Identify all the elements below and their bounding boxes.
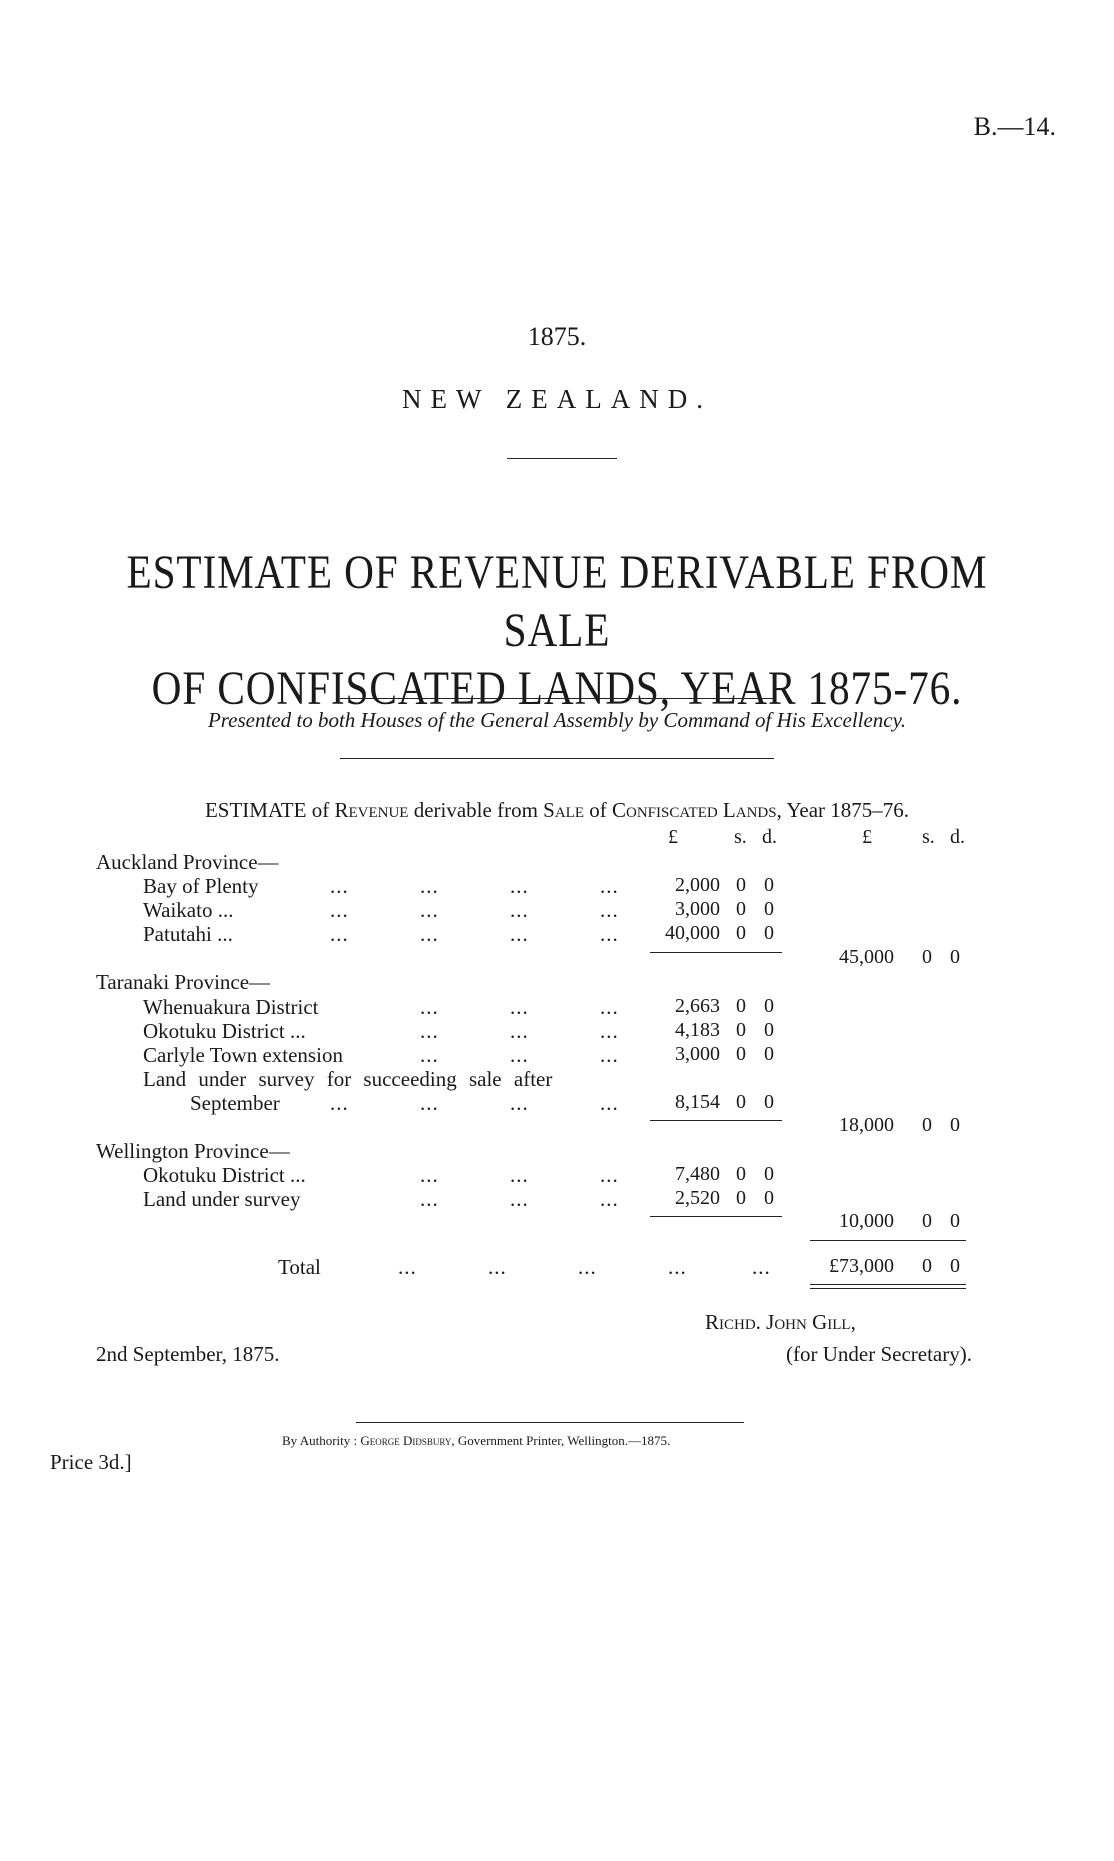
total-double-rule-2	[810, 1288, 966, 1289]
dots: ...	[510, 1019, 529, 1043]
subtotal-pounds: 18,000	[839, 1114, 894, 1136]
dots: ...	[420, 1187, 439, 1211]
amount-pounds: 2,520	[675, 1187, 720, 1209]
dots: ...	[330, 898, 349, 922]
table-heading: ESTIMATE of Revenue derivable from Sale of Confiscated Lands, Year 1875–76.	[204, 798, 910, 822]
amount-s: 0	[736, 898, 746, 920]
dots: ...	[600, 1043, 619, 1067]
amount-d: 0	[764, 898, 774, 920]
item-carlyle: Carlyle Town extension	[143, 1043, 343, 1067]
dots: ...	[510, 1187, 529, 1211]
amount-s: 0	[736, 1187, 746, 1209]
amount-d: 0	[764, 1163, 774, 1185]
dots: ...	[600, 1163, 619, 1187]
dots: ...	[420, 1091, 439, 1115]
dots: ...	[420, 922, 439, 946]
amount-pounds: 8,154	[675, 1091, 720, 1113]
subtotal-pounds: 10,000	[839, 1210, 894, 1232]
country-name: NEW ZEALAND.	[402, 384, 712, 414]
col-pound-1: £	[668, 826, 678, 848]
dots: ...	[510, 922, 529, 946]
dots: ...	[420, 1019, 439, 1043]
dots: ...	[510, 1091, 529, 1115]
dots: ...	[398, 1255, 417, 1279]
title-line-2: OF CONFISCATED LANDS, YEAR 1875-76.	[151, 662, 963, 715]
dots: ...	[420, 898, 439, 922]
item-land-under-survey: Land under survey for succeeding sale after	[143, 1067, 553, 1091]
dots: ...	[330, 874, 349, 898]
signature-date: 2nd September, 1875.	[96, 1342, 280, 1366]
dots: ...	[510, 898, 529, 922]
dots: ...	[420, 874, 439, 898]
total-double-rule-1	[810, 1284, 966, 1285]
subtotal-rule	[650, 1216, 782, 1217]
item-okotuku-taranaki: Okotuku District ...	[143, 1019, 306, 1043]
col-d-2: d.	[950, 826, 965, 848]
dots: ...	[510, 874, 529, 898]
item-land-under-survey-cont: September	[190, 1091, 280, 1115]
dots: ...	[420, 1163, 439, 1187]
total-d: 0	[950, 1255, 960, 1277]
presented-line: Presented to both Houses of the General Assembly by Command of His Excellency.	[207, 708, 907, 732]
subtotal-s: 0	[922, 946, 932, 968]
amount-pounds: 7,480	[675, 1163, 720, 1185]
amount-s: 0	[736, 995, 746, 1017]
amount-s: 0	[736, 874, 746, 896]
amount-pounds: 3,000	[675, 898, 720, 920]
document-title	[112, 544, 1001, 718]
amount-d: 0	[764, 995, 774, 1017]
title-divider-bottom	[340, 758, 774, 759]
subtotal-d: 0	[950, 1210, 960, 1232]
amount-s: 0	[736, 922, 746, 944]
dots: ...	[600, 922, 619, 946]
amount-pounds: 4,183	[675, 1019, 720, 1041]
amount-s: 0	[736, 1091, 746, 1113]
amount-d: 0	[764, 1019, 774, 1041]
dots: ...	[600, 1019, 619, 1043]
document-year: 1875.	[527, 322, 587, 351]
footer-divider	[356, 1422, 744, 1423]
total-label: Total	[278, 1255, 321, 1279]
signature-name: Richd. John Gill,	[705, 1310, 856, 1334]
col-s-2: s.	[922, 826, 935, 848]
amount-pounds: 2,000	[675, 874, 720, 896]
item-bay-of-plenty: Bay of Plenty	[143, 874, 259, 898]
item-okotuku-wellington: Okotuku District ...	[143, 1163, 306, 1187]
subtotal-d: 0	[950, 946, 960, 968]
dots: ...	[510, 995, 529, 1019]
dots: ...	[488, 1255, 507, 1279]
total-rule-top	[810, 1240, 966, 1241]
dots: ...	[600, 995, 619, 1019]
amount-pounds: 2,663	[675, 995, 720, 1017]
price: Price 3d.]	[50, 1450, 132, 1474]
item-whenuakura: Whenuakura District	[143, 995, 319, 1019]
subtotal-s: 0	[922, 1114, 932, 1136]
amount-d: 0	[764, 922, 774, 944]
province-auckland: Auckland Province—	[96, 850, 279, 874]
province-wellington: Wellington Province—	[96, 1139, 290, 1163]
total-pounds: £73,000	[829, 1255, 894, 1277]
dots: ...	[510, 1043, 529, 1067]
dots: ...	[600, 1187, 619, 1211]
amount-d: 0	[764, 1187, 774, 1209]
total-s: 0	[922, 1255, 932, 1277]
amount-d: 0	[764, 1091, 774, 1113]
col-s-1: s.	[734, 826, 747, 848]
subtotal-s: 0	[922, 1210, 932, 1232]
dots: ...	[330, 922, 349, 946]
dots: ...	[600, 1091, 619, 1115]
signature-role: (for Under Secretary).	[786, 1342, 972, 1366]
subtotal-pounds: 45,000	[839, 946, 894, 968]
province-taranaki: Taranaki Province—	[96, 970, 271, 994]
amount-s: 0	[736, 1163, 746, 1185]
printer-imprint: By Authority : George Didsbury, Government Printer, Wellington.—1875.	[282, 1433, 671, 1448]
amount-s: 0	[736, 1043, 746, 1065]
dots: ...	[668, 1255, 687, 1279]
col-pound-2: £	[862, 826, 872, 848]
dots: ...	[752, 1255, 771, 1279]
dots: ...	[510, 1163, 529, 1187]
amount-s: 0	[736, 1019, 746, 1041]
item-waikato: Waikato ...	[143, 898, 234, 922]
title-divider-top	[340, 698, 774, 699]
dots: ...	[600, 874, 619, 898]
title-line-1: ESTIMATE OF REVENUE DERIVABLE FROM SALE	[126, 546, 988, 657]
subtotal-d: 0	[950, 1114, 960, 1136]
subtotal-rule	[650, 952, 782, 953]
dots: ...	[420, 995, 439, 1019]
dots: ...	[330, 1091, 349, 1115]
item-land-under-survey-wellington: Land under survey	[143, 1187, 301, 1211]
amount-d: 0	[764, 874, 774, 896]
dots: ...	[578, 1255, 597, 1279]
dots: ...	[600, 898, 619, 922]
dots: ...	[420, 1043, 439, 1067]
item-patutahi: Patutahi ...	[143, 922, 233, 946]
header-divider	[507, 458, 617, 459]
col-d-1: d.	[762, 826, 777, 848]
amount-d: 0	[764, 1043, 774, 1065]
amount-pounds: 3,000	[675, 1043, 720, 1065]
subtotal-rule	[650, 1120, 782, 1121]
document-reference: B.—14.	[973, 112, 1056, 141]
amount-pounds: 40,000	[665, 922, 720, 944]
